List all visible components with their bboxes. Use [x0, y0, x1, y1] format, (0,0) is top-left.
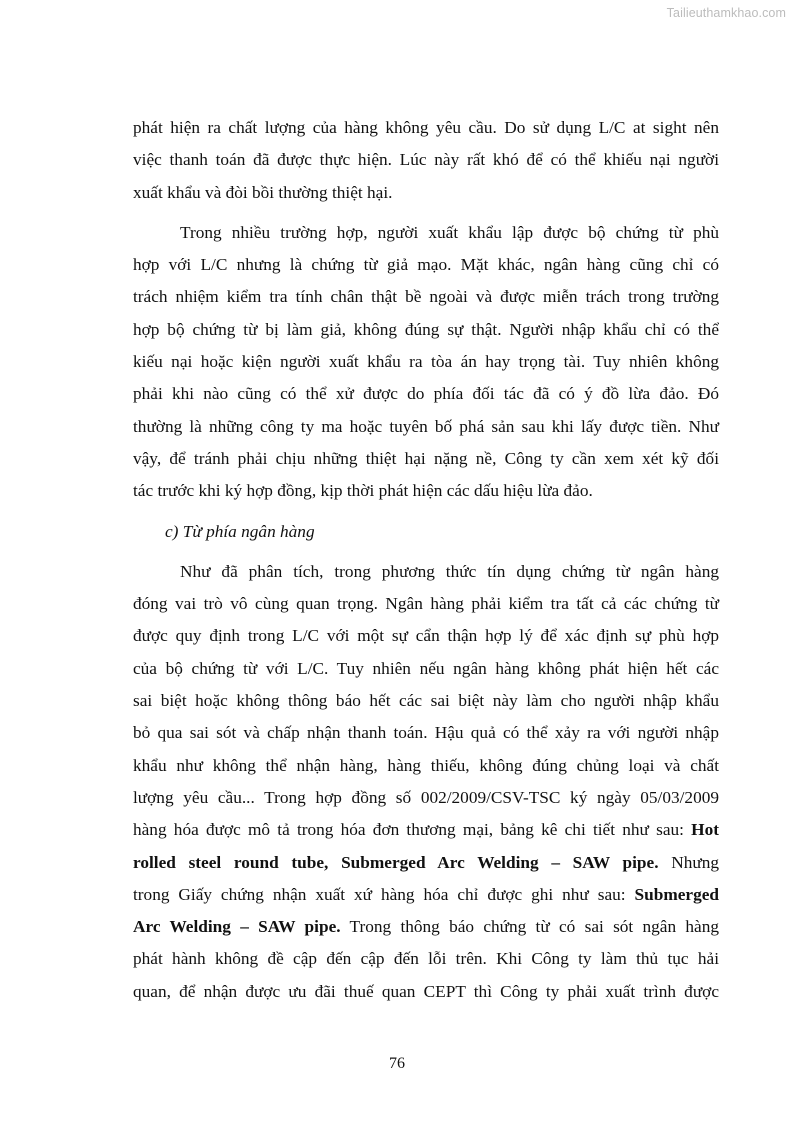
text-run: Nhưng — [658, 852, 719, 872]
section-heading: c) Từ phía ngân hàng — [165, 521, 315, 541]
text-line: thường là những công ty ma hoặc tuyên bố phá sản sau khi lấy được tiền. Như — [133, 416, 719, 436]
text-line: sai biệt hoặc không thông báo hết các sai biệt này làm cho người nhập khẩu — [133, 691, 719, 711]
text-line — [133, 847, 719, 879]
bold-text-run: rolled steel round tube, Submerged Arc Welding – SAW pipe. — [133, 852, 659, 872]
bold-text-run: Hot — [691, 820, 719, 840]
text-line: đóng vai trò vô cùng quan trọng. Ngân hàng phải kiểm tra tất cả các chứng từ — [133, 594, 719, 614]
text-line: khẩu như không thể nhận hàng, hàng thiếu, không đúng chủng loại và chất — [133, 755, 719, 775]
text-line: được quy định trong L/C với một sự cẩn thận hợp lý để xác định sự phù hợp — [133, 626, 719, 646]
text-line: quan, để nhận được ưu đãi thuế quan CEPT thì Công ty phải xuất trình được — [133, 981, 719, 1001]
page-number: 76 — [389, 1055, 405, 1072]
text-run: Trong thông báo chứng từ có sai sót ngân hàng — [340, 917, 719, 937]
bold-text-run: Submerged — [634, 884, 719, 904]
text-line: vậy, để tránh phải chịu những thiệt hại nặng nề, Công ty cần xem xét kỹ đối — [133, 448, 719, 468]
watermark: Tailieuthamkhao.com — [666, 6, 786, 20]
text-line: xuất khẩu và đòi bồi thường thiệt hại. — [133, 182, 393, 202]
text-line: kiếu nại hoặc kiện người xuất khẩu ra tòa án hay trọng tài. Tuy nhiên không — [133, 352, 719, 372]
text-line — [133, 879, 719, 911]
text-run: trong Giấy chứng nhận xuất xứ hàng hóa chỉ được ghi như sau: — [133, 884, 635, 904]
text-line: trách nhiệm kiểm tra tính chân thật bề ngoài và được miễn trách trong trường — [133, 287, 719, 307]
text-line: Trong nhiều trường hợp, người xuất khẩu lập được bộ chứng từ phù — [180, 222, 719, 242]
paragraph-1 — [133, 112, 719, 209]
text-line — [133, 911, 719, 943]
text-line — [133, 814, 719, 846]
text-line: hợp bộ chứng từ bị làm giả, không đúng sự thật. Người nhập khẩu chỉ có thể — [133, 319, 719, 339]
text-line: phải khi nào cũng có thể xử được do phía đối tác đã có ý đồ lừa đảo. Đó — [133, 384, 719, 404]
text-run: hàng hóa được mô tả trong hóa đơn thương mại, bảng kê chi tiết như sau: — [133, 820, 692, 840]
text-line: hợp với L/C nhưng là chứng từ giả mạo. Mặt khác, ngân hàng cũng chỉ có — [133, 255, 719, 275]
text-line: Như đã phân tích, trong phương thức tín dụng chứng từ ngân hàng — [180, 561, 719, 581]
text-line: tác trước khi ký hợp đồng, kịp thời phát hiện các dấu hiệu lừa đảo. — [133, 481, 593, 501]
text-line: của bộ chứng từ với L/C. Tuy nhiên nếu ngân hàng không phát hiện hết các — [133, 658, 719, 678]
text-line: việc thanh toán đã được thực hiện. Lúc này rất khó để có thể khiếu nại người — [133, 150, 719, 170]
paragraph-2 — [133, 217, 719, 508]
text-line: bỏ qua sai sót và chấp nhận thanh toán. Hậu quả có thể xảy ra với người nhập — [133, 723, 719, 743]
text-line: lượng yêu cầu... Trong hợp đồng số 002/2009/CSV-TSC ký ngày 05/03/2009 — [133, 787, 719, 807]
text-line: phát hành không đề cập đến cập đến lỗi trên. Khi Công ty làm thủ tục hải — [133, 949, 719, 969]
paragraph-3 — [133, 556, 719, 1008]
bold-text-run: Arc Welding – SAW pipe. — [133, 917, 341, 937]
text-line: phát hiện ra chất lượng của hàng không yêu cầu. Do sử dụng L/C at sight nên — [133, 118, 719, 137]
page-content — [133, 112, 719, 1016]
